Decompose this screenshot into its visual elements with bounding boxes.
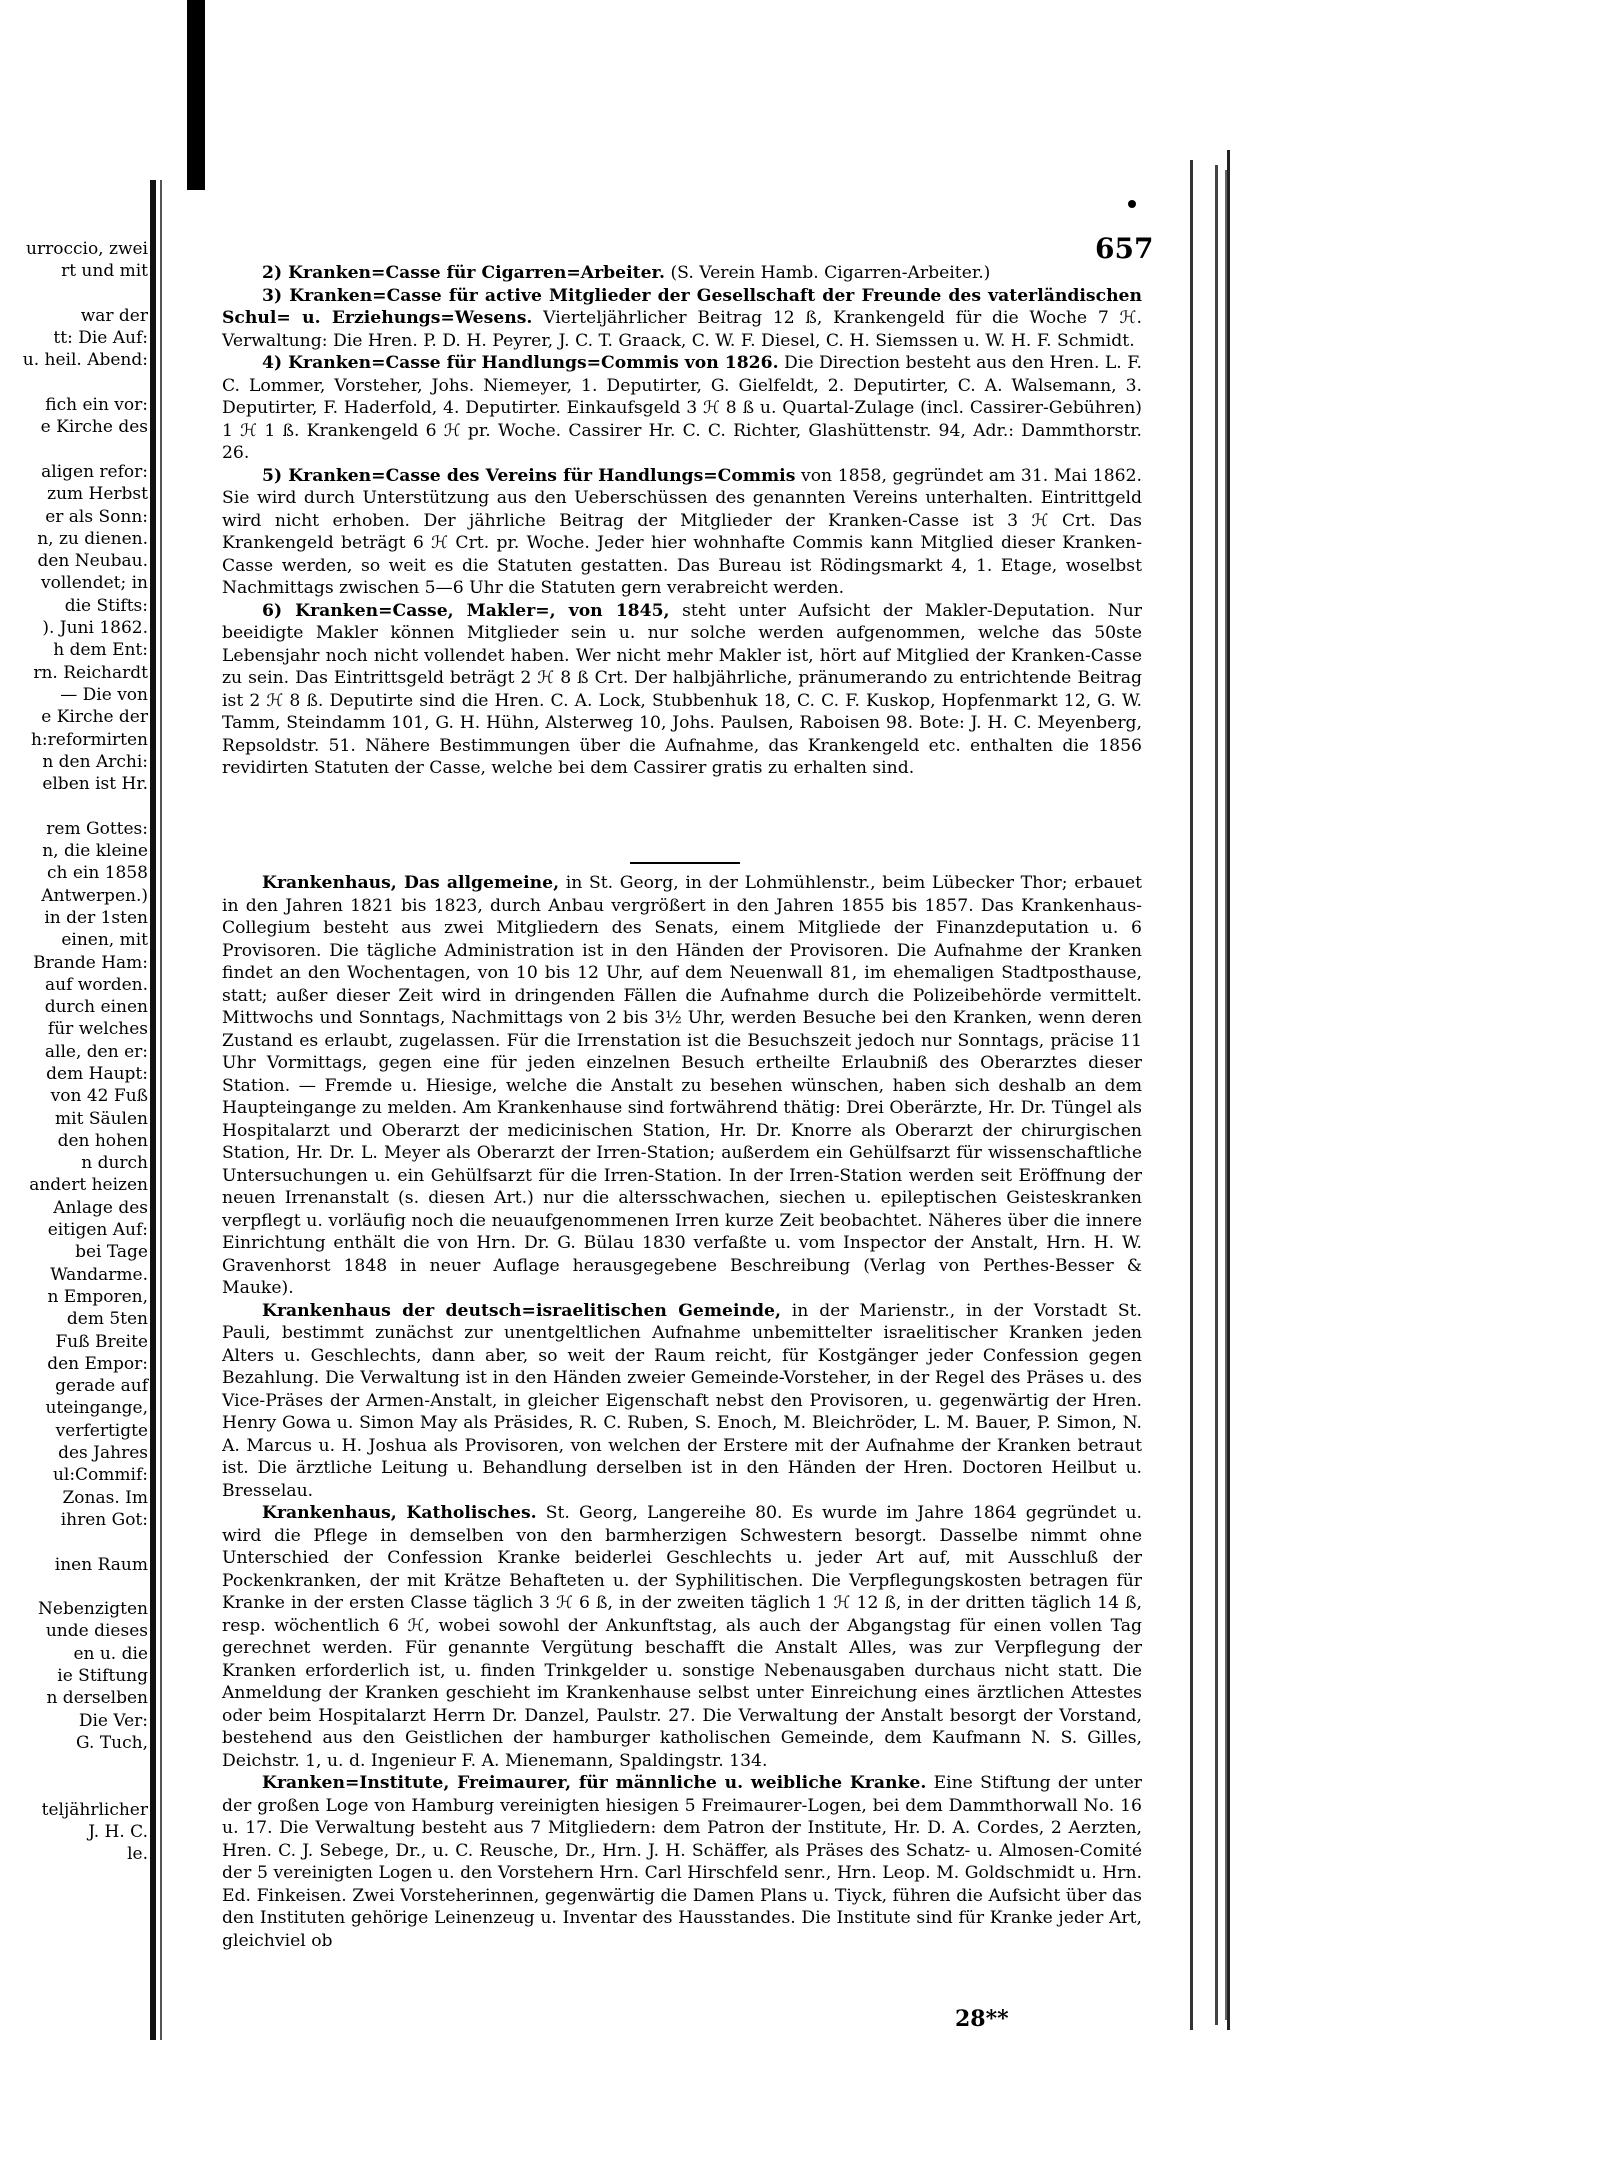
casse-entry-heading: 3) Kranken=Casse für active Mitglieder der Gesellschaft der Freunde des vaterländischen Schul= u. Erziehungs=Wesens. [222,285,1142,328]
left-fragment-line: rn. Reichardt [33,662,148,683]
book-spine [150,180,156,2040]
left-fragment-line [0,1776,148,1798]
left-fragment-line [0,795,148,817]
ink-dot [1128,200,1136,208]
left-fragment-line [0,372,148,394]
krankenhaus-entries [222,872,1142,1952]
left-fragment-line: h:reformirten [30,729,148,750]
casse-entry [222,352,1142,465]
left-fragment-line: durch einen [44,997,148,1018]
signature-mark: 28** [955,2006,1009,2032]
left-fragment-line: elben ist Hr. [42,774,148,795]
left-fragment-line: dem 5ten [66,1309,148,1330]
krankenhaus-entry-body: in St. Georg, in der Lohmühlenstr., beim Lübecker Thor; erbauet in den Jahren 1821 bis 1823, durch Anbau vergrößert in den Jahren 1855 bis 1857. Das Krankenhaus-Collegium besteht aus zwei Mitgliedern des Senats, einem Mitgliede der Finanzdeputation u. 6 Provisoren. Die tägliche Administration ist in den Händen der Provisoren. Die Aufnahme der Kranken findet an den Wochentagen, von 10 bis 12 Uhr, auf dem Neuenwall 81, im ehemaligen Stadtposthause, statt; außer dieser Zeit wird in dringenden Fällen die Aufnahme durch die Polizeibehörde vermittelt. Mittwochs und Sonntags, Nachmittags von 2 bis 3½ Uhr, werden Besuche bei den Kranken, wenn deren Zustand es erlaubt, zugelassen. Für die Irrenstation ist die Besuchszeit jedoch nur Sonntags, präcise 11 Uhr Vormittags, gegen eine für jeden einzelnen Besuch ertheilte Erlaubniß des Oberarztes dieser Station. — Fremde u. Hiesige, welche die Anstalt zu besehen wünschen, haben sich deshalb an dem Haupteingange zu melden. Am Krankenhause sind fortwährend thätig: Drei Oberärzte, Hr. Dr. Tüngel als Hospitalarzt und Oberarzt der medicinischen Station, Hr. Dr. Knorre als Oberarzt der chirurgischen Station, Hr. Dr. L. Meyer als Oberarzt der Irren-Station; außerdem ein Gehülfsarzt für wissenschaftliche Untersuchungen u. ein Gehülfsarzt für die Irren-Station. In der Irren-Station werden seit Eröffnung der neuen Irrenanstalt (s. diesen Art.) nur die altersschwachen, siechen u. epileptischen Geisteskranken verpflegt u. vorläufig noch die neuaufgenommenen Irren kurze Zeit beobachtet. Näheres über die innere Einrichtung enthält die von Hrn. Dr. G. Bülau 1830 verfaßte u. vom Inspector der Anstalt, Hrn. H. W. Gravenhorst 1848 in neuer Auflage herausgegebene Beschreibung (Verlag von Perthes-Besser & Mauke). [222,873,1143,1298]
krankenhaus-entry-heading: Krankenhaus der deutsch=israelitischen Gemeinde, [262,1300,781,1321]
casse-entry-heading: 5) Kranken=Casse des Vereins für Handlungs=Commis [262,465,796,486]
left-fragment-line: war der [80,305,148,326]
left-fragment-line: n durch [81,1153,148,1174]
krankenhaus-entry-heading: Krankenhaus, Katholisches. [262,1503,537,1523]
casse-entry-body: steht unter Aufsicht der Makler-Deputation. Nur beeidigte Makler können Mitglieder sein u. nur solche werden aufgenommen, welche das 50ste Lebensjahr noch nicht vollendet haben. Wer nicht mehr Makler ist, hört auf Mitglied der Kranken-Casse zu sein. Das Eintrittsgeld beträgt 2 ℋ 8 ß Crt. Der halbjährliche, pränumerando zu entrichtende Beitrag ist 2 ℋ 8 ß. Deputirte sind die Hren. C. A. Lock, Stubbenhuk 18, C. C. F. Kuskop, Hopfenmarkt 12, G. W. Tamm, Steindamm 101, G. H. Hühn, Alsterweg 10, Johs. Paulsen, Raboisen 98. Bote: J. H. C. Meyenberg, Repsoldstr. 51. Nähere Bestimmungen über die Aufnahme, das Krankengeld etc. enthalten die 1856 revidirten Statuten der Casse, welche bei dem Cassirer gratis zu erhalten sind. [222,600,1142,778]
casse-entry [222,285,1142,353]
casse-entry [222,465,1142,600]
left-fragment-line: J. H. C. [88,1822,148,1843]
krankenhaus-entry [222,1300,1142,1503]
left-fragment-line: Anlage des [53,1197,148,1218]
casse-entry [222,262,1142,285]
left-fragment-line [0,439,148,461]
casse-entry-body: von 1858, gegründet am 31. Mai 1862. Sie wird durch Unterstützung aus den Ueberschüssen des genannten Vereins unterhalten. Eintrittgeld wird nicht erhoben. Der jährliche Beitrag der Mitglieder der Kranken-Casse ist 3 ℋ Crt. Das Krankengeld beträgt 6 ℋ Crt. pr. Woche. Jeder hier wohnhafte Commis kann Mitglied dieser Kranken-Casse werden, so weit es die Statuten gestatten. Das Bureau ist Rödingsmarkt 4, 1. Etage, woselbst Nachmittags zwischen 5—6 Uhr die Statuten gern verabreicht werden. [222,465,1142,598]
left-page-text-column [0,238,148,1866]
section-divider [630,862,740,864]
krankenhaus-entry [222,872,1142,1300]
left-fragment-line: gerade auf [55,1376,148,1397]
left-fragment-line: urroccio, zwei [26,239,148,259]
left-fragment-line: ). Juni 1862. [42,618,148,639]
left-fragment-line: die Stifts: [64,595,148,616]
left-fragment-line: rem Gottes: [46,818,148,839]
left-fragment-line: den Empor: [47,1353,148,1374]
krankenhaus-entry [222,1502,1142,1772]
kranken-casse-entries [222,262,1142,780]
left-fragment-line: Fuß Breite [55,1331,148,1352]
left-fragment-line: e Kirche des [40,417,148,438]
left-page-fragment [0,0,170,2177]
left-fragment-line: er als Sonn: [45,506,148,527]
left-fragment-line: Die Ver: [78,1710,148,1731]
left-fragment-line: vollendet; in [40,573,148,594]
left-fragment-line [0,1576,148,1598]
page-edge [1215,165,1218,2025]
casse-entry-heading: 4) Kranken=Casse für Handlungs=Commis von 1826. [262,353,779,373]
left-fragment-line: zum Herbst [47,484,148,505]
casse-entry [222,600,1142,780]
left-fragment-line: auf worden. [45,974,148,995]
left-fragment-line: teljährlicher [41,1799,148,1820]
left-fragment-line: den hohen [57,1130,148,1151]
left-fragment-line: u. heil. Abend: [22,350,148,371]
left-fragment-line: mit Säulen [55,1108,148,1129]
left-fragment-line: verfertigte [55,1420,148,1441]
left-fragment-line: n den Archi: [42,751,148,772]
left-fragment-line: ul:Commif: [52,1465,148,1486]
left-fragment-line: Antwerpen.) [41,885,148,906]
left-fragment-line: n Emporen, [47,1286,148,1307]
left-fragment-line: bei Tage [75,1242,148,1263]
left-fragment-line: rt und mit [61,261,148,282]
left-fragment-line: n derselben [46,1688,148,1709]
left-fragment-line [0,1754,148,1776]
left-fragment-line: andert heizen [29,1175,148,1196]
left-fragment-line: einen, mit [61,930,148,951]
left-fragment-line: von 42 Fuß [50,1086,148,1107]
casse-entry-body: Vierteljährlicher Beitrag 12 ß, Krankengeld für die Woche 7 ℋ. Verwaltung: Die Hren. P. D. H. Peyrer, J. C. T. Graack, C. W. F. Diesel, C. H. Siemssen u. W. H. F. Schmidt. [222,308,1142,351]
left-fragment-line: fich ein vor: [45,395,148,416]
left-fragment-line: alle, den er: [44,1041,148,1062]
page-edge [1190,160,1193,2030]
left-fragment-line [0,283,148,305]
left-fragment-line [0,1531,148,1553]
left-fragment-line: tt: Die Auf: [53,328,148,349]
krankenhaus-entry [222,1772,1142,1952]
left-fragment-line: den Neubau. [37,551,148,572]
left-fragment-line: Zonas. Im [62,1487,148,1508]
left-fragment-line: für welches [47,1019,148,1040]
left-fragment-line: eitigen Auf: [47,1220,148,1241]
left-fragment-line: en u. die [73,1643,148,1664]
left-fragment-line: in der 1sten [44,907,148,928]
krankenhaus-entry-body: Eine Stiftung der unter der großen Loge von Hamburg vereinigten hiesigen 5 Freimaurer-Logen, bei dem Dammthorwall No. 16 u. 17. Die Verwaltung besteht aus 7 Mitgliedern: dem Patron der Institute, Hr. D. A. Cordes, 2 Aerzten, Hren. C. J. Sebege, Dr., u. C. Reusche, Dr., Hrn. J. H. Schäffer, als Präses des Schatz- u. Almosen-Comité der 5 vereinigten Logen u. den Vorstehern Hrn. Carl Hirschfeld senr., Hrn. Leop. M. Goldschmidt u. Hrn. Ed. Finkeisen. Zwei Vorsteherinnen, gegenwärtig die Damen Plans u. Tiyck, führen die Aufsicht über das den Instituten gehörige Leinenzeug u. Inventar des Hausstandes. Die Institute sind für Kranke jeder Art, gleichviel ob [222,1773,1142,1951]
left-fragment-line: dem Haupt: [46,1063,148,1084]
casse-entry-heading: 2) Kranken=Casse für Cigarren=Arbeiter. [262,263,665,283]
left-fragment-line: e Kirche der [41,707,148,728]
left-fragment-line: Brande Ham: [33,952,148,973]
left-fragment-line: inen Raum [54,1554,148,1575]
casse-entry-body: (S. Verein Hamb. Cigarren-Arbeiter.) [664,263,991,283]
krankenhaus-entry-body: in der Marienstr., in der Vorstadt St. Pauli, bestimmt zunächst zur unentgeltlichen Aufnahme unbemittelter israelitischer Kranken jeden Alters u. Geschlechts, dann aber, so weit der Raum reicht, für Kostgänger jeder Confession gegen Bezahlung. Die Verwaltung ist in den Händen zweier Gemeinde-Vorsteher, in der Regel des Präses u. des Vice-Präses der Armen-Anstalt, in gleicher Eigenschaft nebst den Provisoren, u. gegenwärtig der Hren. Henry Gowa u. Simon May als Präsides, R. C. Ruben, S. Enoch, M. Bleichröder, L. M. Bauer, P. Simon, N. A. Marcus u. H. Joshua als Provisoren, von welchen der Erstere mit der Aufnahme der Kranken betraut ist. Die ärztliche Leitung u. Behandlung derselben ist in den Händen der Hren. Doctoren Heilbut u. Bresselau. [222,1300,1142,1501]
left-fragment-line: unde dieses [45,1621,148,1642]
book-spine-edge [160,180,162,2040]
left-fragment-line: h dem Ent: [53,640,148,661]
left-fragment-line: Wandarme. [50,1264,148,1285]
left-fragment-line: ch ein 1858 [47,863,148,884]
left-fragment-line: aligen refor: [41,461,148,482]
left-fragment-line: uteingange, [45,1398,148,1419]
left-fragment-line: des Jahres [58,1443,148,1464]
casse-entry-heading: 6) Kranken=Casse, Makler=, von 1845, [262,600,670,621]
casse-entry-body: Die Direction besteht aus den Hren. L. F. C. Lommer, Vorsteher, Johs. Niemeyer, 1. Deputirter, G. Gielfeldt, 2. Deputirter, C. A. Walsemann, 3. Deputirter, F. Haderfold, 4. Deputirter. Einkaufsgeld 3 ℋ 8 ß u. Quartal-Zulage (incl. Cassirer-Gebühren) 1 ℋ 1 ß. Krankengeld 6 ℋ pr. Woche. Cassirer Hr. C. C. Richter, Glashüttenstr. 94, Adr.: Dammthorstr. 26. [222,353,1142,463]
krankenhaus-entry-body: St. Georg, Langereihe 80. Es wurde im Jahre 1864 gegründet u. wird die Pflege in demselben von den barmherzigen Schwestern besorgt. Dasselbe nimmt ohne Unterschied der Confession Kranke beiderlei Geschlechts u. jeder Art auf, mit Ausschluß der Pockenkranken, der mit Krätze Behafteten u. der Syphilitischen. Die Verpflegungskosten betragen für Kranke in der ersten Classe täglich 3 ℋ 6 ß, in der zweiten täglich 1 ℋ 12 ß, in der dritten täglich 14 ß, resp. wöchentlich 6 ℋ, wobei sowohl der Ankunftstag, als auch der Abgangstag für einen vollen Tag gerechnet werden. Für genannte Vergütung beschafft die Anstalt Alles, was zur Verpflegung der Kranken erforderlich ist, u. finden Trinkgelder u. sonstige Nebenausgaben durchaus nicht statt. Die Anmeldung der Kranken geschieht im Krankenhause selbst unter Einreichung eines ärztlichen Attestes oder beim Hospitalarzt Herrn Dr. Danzel, Paulstr. 27. Die Verwaltung der Anstalt besorgt der Vorstand, bestehend aus den Geistlichen der hamburger katholischen Gemeinde, dem Kaufmann N. S. Gilles, Deichstr. 1, u. d. Ingenieur F. A. Mienemann, Spaldingstr. 134. [222,1503,1142,1771]
krankenhaus-entry-heading: Krankenhaus, Das allgemeine, [262,873,560,893]
left-fragment-line: G. Tuch, [76,1732,148,1753]
left-fragment-line: n, die kleine [42,841,148,862]
left-fragment-line: le. [127,1844,148,1865]
left-fragment-line: ie Stiftung [57,1666,148,1686]
left-fragment-line: — Die von [60,684,148,705]
krankenhaus-entry-heading: Kranken=Institute, Freimaurer, für männliche u. weibliche Kranke. [262,1773,927,1793]
page-edge [1225,170,1227,2020]
left-fragment-line: Nebenzigten [38,1599,148,1620]
page-number: 657 [1095,232,1154,265]
left-fragment-line: ihren Got: [60,1509,148,1530]
left-fragment-line: n, zu dienen. [37,528,148,549]
